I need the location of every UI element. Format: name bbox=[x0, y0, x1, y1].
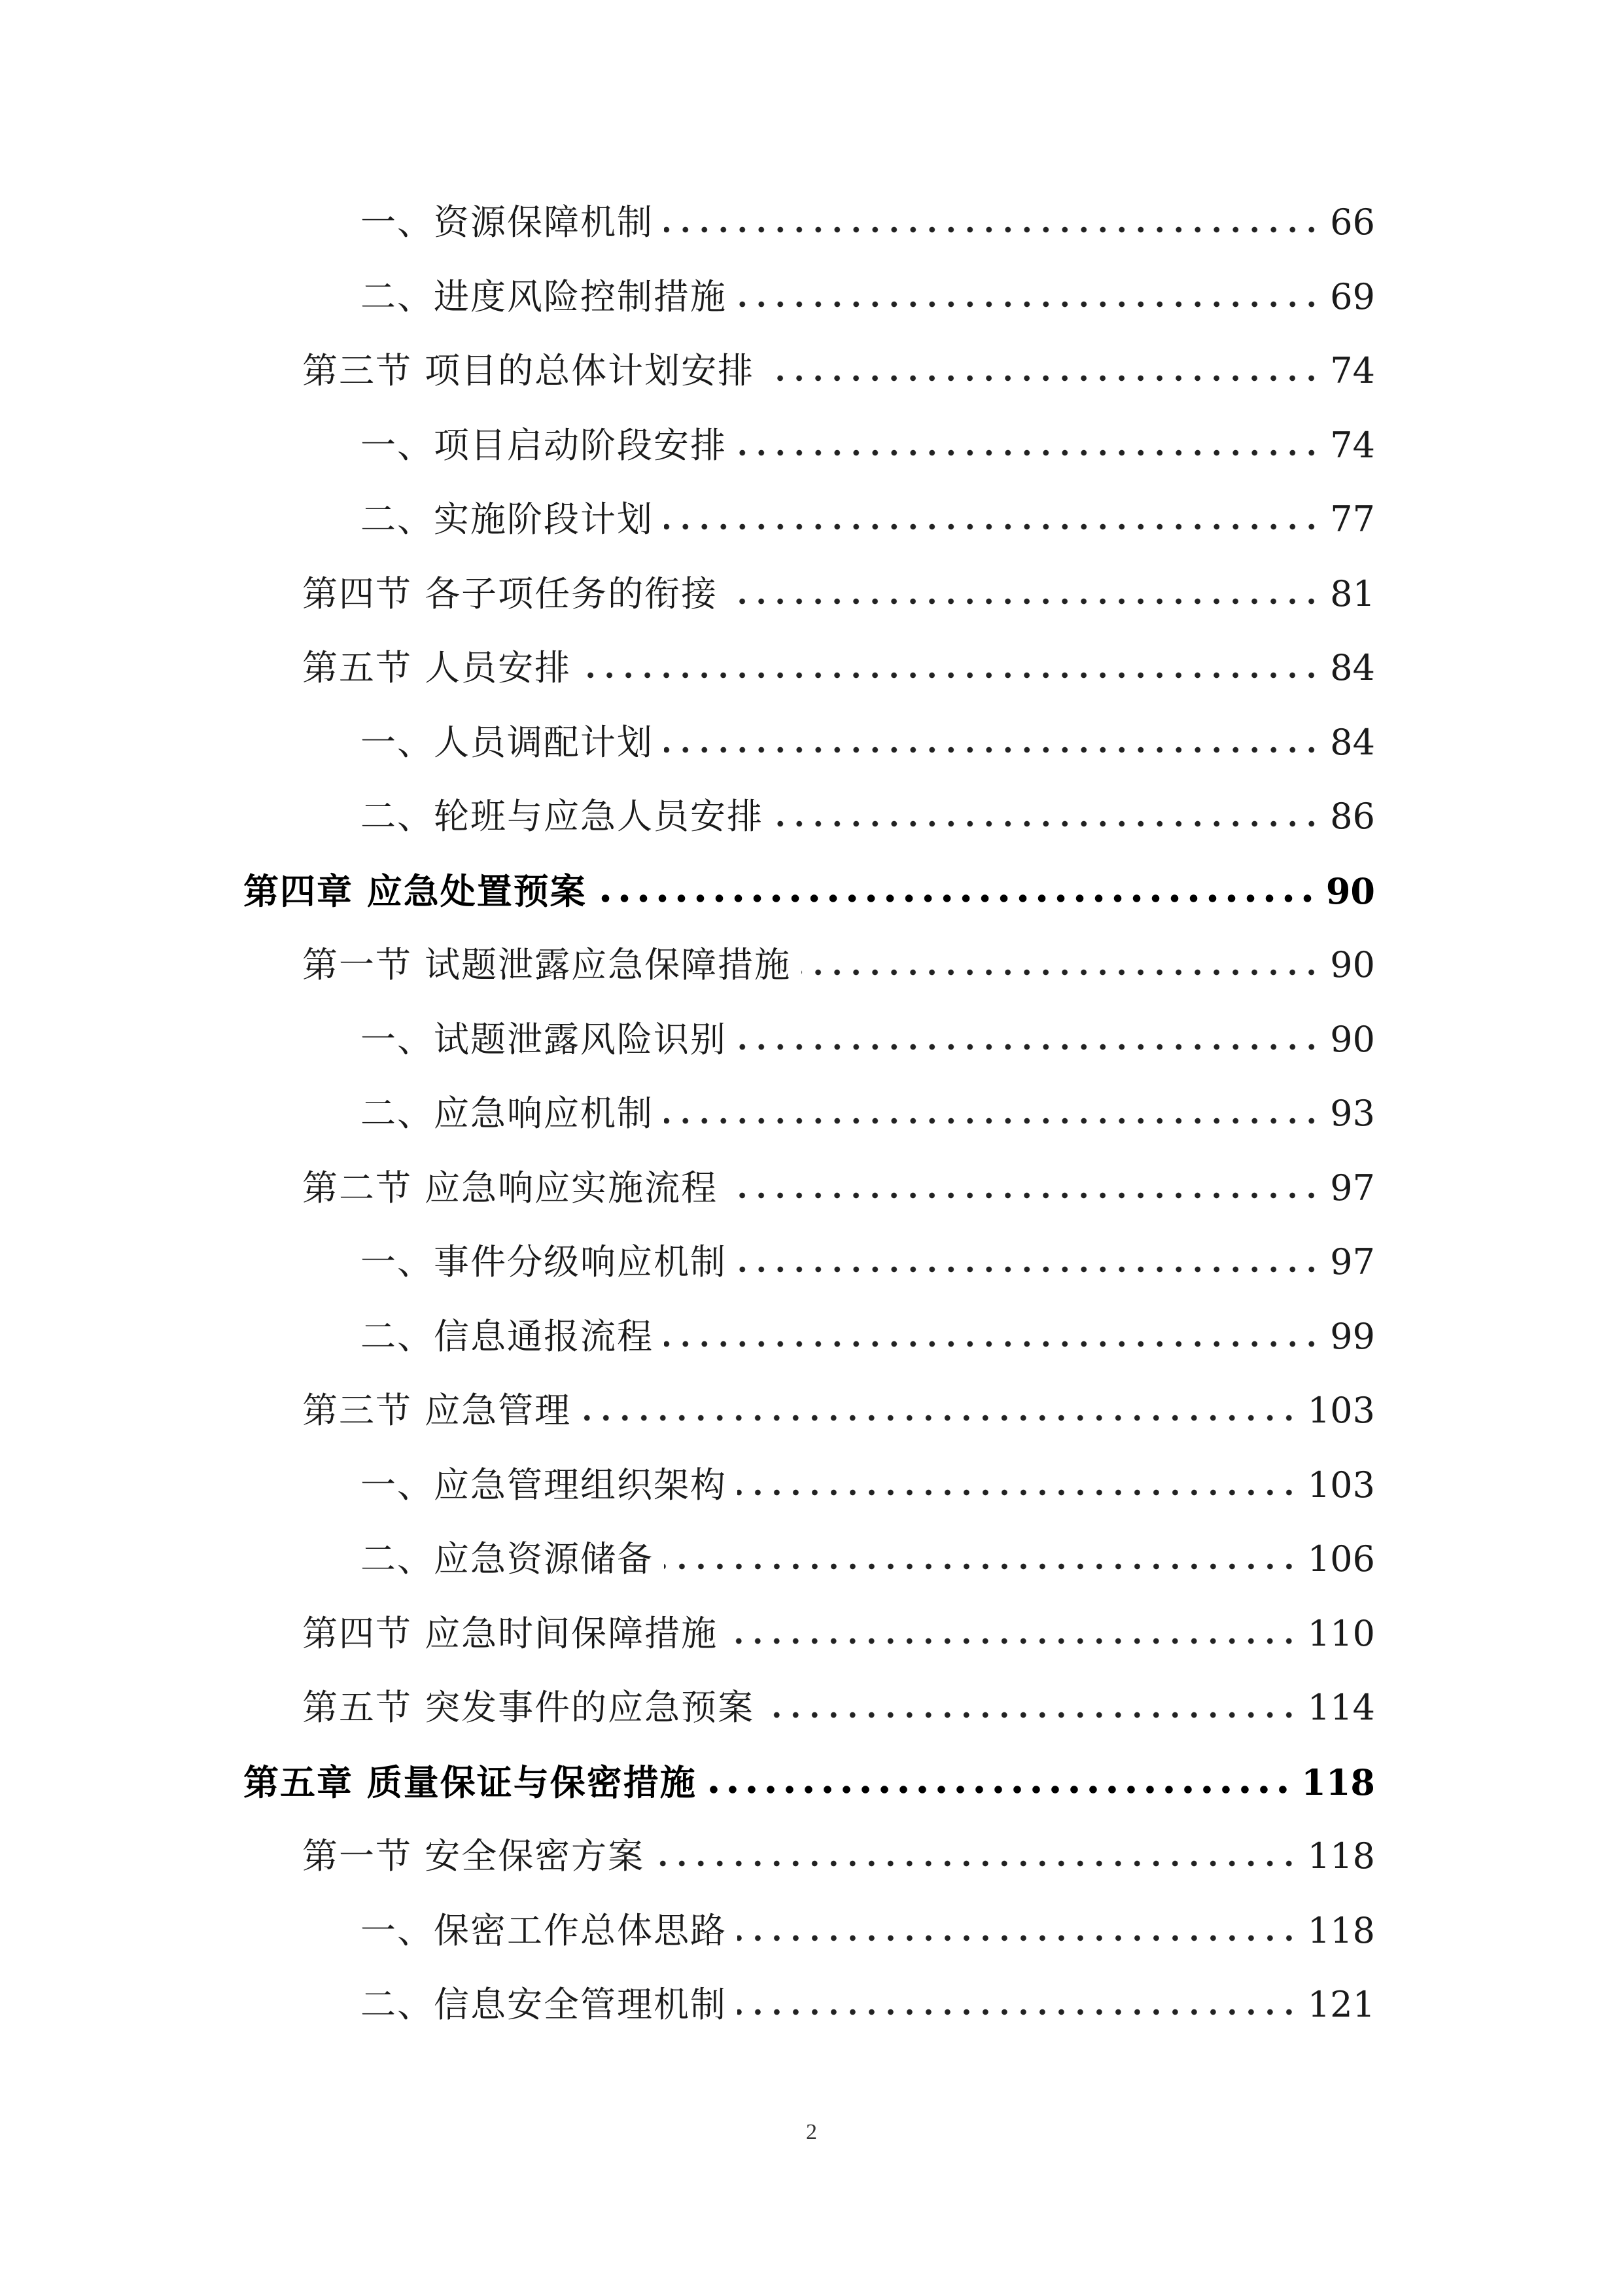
toc-entry-title: 二、信息通报流程 bbox=[360, 1316, 654, 1357]
toc-entry-page: 97 bbox=[1330, 1167, 1375, 1209]
toc-entry-page: 114 bbox=[1307, 1687, 1375, 1728]
toc-entry-title: 一、项目启动阶段安排 bbox=[360, 425, 727, 466]
toc-dot-leader bbox=[664, 1563, 1299, 1570]
toc-entry-title: 一、资源保障机制 bbox=[360, 202, 654, 243]
toc-dot-leader bbox=[728, 1637, 1299, 1645]
toc-subsection-entry[interactable] bbox=[360, 787, 1375, 846]
toc-entry-title: 一、保密工作总体思路 bbox=[360, 1910, 727, 1951]
toc-entry-title: 二、应急响应机制 bbox=[360, 1093, 654, 1134]
toc-dot-leader bbox=[737, 2008, 1299, 2016]
toc-entry-page: 118 bbox=[1307, 1835, 1375, 1877]
toc-entry-page: 84 bbox=[1330, 647, 1375, 688]
toc-entry-page: 110 bbox=[1307, 1613, 1375, 1654]
toc-entry-title: 二、进度风险控制措施 bbox=[360, 276, 727, 317]
toc-subsection-entry[interactable] bbox=[360, 490, 1375, 549]
toc-entry-page: 74 bbox=[1330, 425, 1375, 466]
toc-entry-title: 第四节 应急时间保障措施 bbox=[302, 1613, 718, 1654]
toc-section-entry[interactable] bbox=[302, 639, 1375, 698]
toc-entry-page: 103 bbox=[1307, 1390, 1375, 1431]
toc-dot-leader bbox=[774, 820, 1321, 828]
toc-entry-title: 第五节 突发事件的应急预案 bbox=[302, 1687, 755, 1728]
toc-entry-title: 第五章 质量保证与保密措施 bbox=[243, 1761, 697, 1803]
toc-subsection-entry[interactable] bbox=[360, 1084, 1375, 1143]
toc-entry-title: 二、信息安全管理机制 bbox=[360, 1984, 727, 2025]
toc-entry-page: 118 bbox=[1307, 1910, 1375, 1951]
toc-dot-leader bbox=[728, 1192, 1321, 1199]
toc-subsection-entry[interactable] bbox=[360, 1233, 1375, 1292]
toc-entry-title: 第一节 安全保密方案 bbox=[302, 1835, 645, 1877]
toc-entry-title: 一、事件分级响应机制 bbox=[360, 1241, 727, 1282]
page-number: 2 bbox=[806, 2120, 817, 2144]
toc-entry-title: 第三节 项目的总体计划安排 bbox=[302, 350, 755, 391]
toc-subsection-entry[interactable] bbox=[360, 193, 1375, 252]
toc-subsection-entry[interactable] bbox=[360, 1975, 1375, 2034]
toc-section-entry[interactable] bbox=[302, 936, 1375, 995]
toc-entry-page: 77 bbox=[1330, 499, 1375, 540]
toc-entry-page: 93 bbox=[1330, 1093, 1375, 1134]
toc-entry-page: 66 bbox=[1330, 202, 1375, 243]
toc-dot-leader bbox=[737, 300, 1321, 308]
toc-entry-page: 90 bbox=[1330, 1019, 1375, 1060]
toc-section-entry[interactable] bbox=[302, 1604, 1375, 1663]
toc-section-entry[interactable] bbox=[302, 1827, 1375, 1886]
toc-subsection-entry[interactable] bbox=[360, 416, 1375, 475]
toc-dot-leader bbox=[728, 597, 1321, 605]
toc-entry-title: 第四章 应急处置预案 bbox=[243, 870, 587, 912]
toc-entry-title: 一、应急管理组织架构 bbox=[360, 1464, 727, 1506]
toc-dot-leader bbox=[597, 894, 1317, 902]
toc-entry-title: 一、人员调配计划 bbox=[360, 722, 654, 763]
toc-dot-leader bbox=[737, 1934, 1299, 1942]
toc-subsection-entry[interactable] bbox=[360, 1901, 1375, 1960]
toc-chapter-entry[interactable] bbox=[243, 1753, 1375, 1812]
toc-dot-leader bbox=[664, 746, 1321, 754]
toc-entry-title: 第四节 各子项任务的衔接 bbox=[302, 573, 718, 614]
toc-section-entry[interactable] bbox=[302, 1678, 1375, 1737]
toc-dot-leader bbox=[664, 1340, 1321, 1348]
toc-section-entry[interactable] bbox=[302, 1159, 1375, 1218]
toc-chapter-entry[interactable] bbox=[243, 862, 1375, 921]
toc-entry-title: 一、试题泄露风险识别 bbox=[360, 1019, 727, 1060]
toc-entry-page: 97 bbox=[1330, 1241, 1375, 1282]
toc-subsection-entry[interactable] bbox=[360, 1307, 1375, 1366]
toc-entry-page: 74 bbox=[1330, 350, 1375, 391]
toc-dot-leader bbox=[737, 449, 1321, 457]
toc-entry-page: 90 bbox=[1325, 870, 1375, 912]
toc-subsection-entry[interactable] bbox=[360, 1456, 1375, 1515]
toc-dot-leader bbox=[765, 1711, 1299, 1719]
toc-dot-leader bbox=[664, 226, 1321, 234]
toc-subsection-entry[interactable] bbox=[360, 268, 1375, 327]
toc-entry-page: 99 bbox=[1330, 1316, 1375, 1357]
toc-subsection-entry[interactable] bbox=[360, 1010, 1375, 1069]
toc-dot-leader bbox=[655, 1860, 1299, 1867]
toc-dot-leader bbox=[737, 1043, 1321, 1051]
toc-entry-title: 第一节 试题泄露应急保障措施 bbox=[302, 944, 792, 985]
toc-entry-title: 第三节 应急管理 bbox=[302, 1390, 572, 1431]
toc-entry-page: 86 bbox=[1330, 796, 1375, 837]
toc-entry-page: 84 bbox=[1330, 722, 1375, 763]
toc-section-entry[interactable] bbox=[302, 342, 1375, 400]
toc-dot-leader bbox=[737, 1489, 1299, 1496]
toc-dot-leader bbox=[801, 968, 1321, 976]
toc-dot-leader bbox=[582, 671, 1321, 679]
toc-entry-title: 第二节 应急响应实施流程 bbox=[302, 1167, 718, 1209]
toc-dot-leader bbox=[582, 1414, 1299, 1422]
toc-dot-leader bbox=[664, 1117, 1321, 1125]
toc-dot-leader bbox=[664, 523, 1321, 531]
toc-entry-page: 106 bbox=[1307, 1538, 1375, 1580]
toc-section-entry[interactable] bbox=[302, 565, 1375, 624]
toc-entry-title: 第五节 人员安排 bbox=[302, 647, 572, 688]
toc-entry-page: 121 bbox=[1307, 1984, 1375, 2025]
toc-dot-leader bbox=[737, 1265, 1321, 1273]
toc-entry-page: 118 bbox=[1301, 1761, 1375, 1803]
toc-entry-title: 二、轮班与应急人员安排 bbox=[360, 796, 763, 837]
toc-entry-page: 69 bbox=[1330, 276, 1375, 317]
toc-subsection-entry[interactable] bbox=[360, 1530, 1375, 1589]
toc-section-entry[interactable] bbox=[302, 1381, 1375, 1440]
toc-dot-leader bbox=[707, 1786, 1292, 1793]
toc-entry-page: 81 bbox=[1330, 573, 1375, 614]
toc-dot-leader bbox=[765, 374, 1321, 382]
toc-entry-title: 二、实施阶段计划 bbox=[360, 499, 654, 540]
toc-entry-title: 二、应急资源储备 bbox=[360, 1538, 654, 1580]
toc-entry-page: 90 bbox=[1330, 944, 1375, 985]
toc-entry-page: 103 bbox=[1307, 1464, 1375, 1506]
toc-subsection-entry[interactable] bbox=[360, 713, 1375, 772]
